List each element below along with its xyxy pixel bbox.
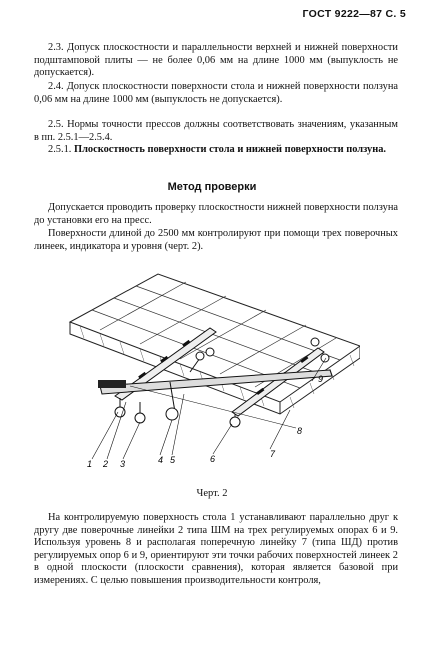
paragraph-method-1-text: Допускается проводить проверку плоскостности нижней поверхности ползуна до установки его на пресс. bbox=[34, 202, 398, 226]
figure-label-9: 9 bbox=[318, 374, 324, 384]
level-device bbox=[98, 380, 126, 388]
paragraph-procedure bbox=[34, 512, 398, 588]
figure-label-4: 4 bbox=[158, 455, 164, 465]
paragraph-2-5-1-title: Плоскостность поверхности стола и нижней поверхности ползуна. bbox=[74, 144, 387, 155]
figure-label-7: 7 bbox=[270, 449, 276, 459]
paragraph-2-5-1-number: 2.5.1. bbox=[48, 144, 72, 155]
paragraph-procedure-text: На контролируемую поверхность стола 1 устанавливают параллельно друг к другу две поверочные линейки 2 типа ШМ на трех регулируемых опорах 6 и 9. Используя уровень 8 и располагая поперечную линейку 7 (типа ШД) против регулируемых опор 6 и 9, ориентируют эти точки рабочих поверхностей линеек 2 в одной плоскости (плоскости сравнения), которая является базовой при измерениях. С целью повышения производительности контроля, bbox=[34, 512, 398, 586]
paragraph-2-3 bbox=[34, 42, 398, 80]
figure-label-2: 2 bbox=[103, 459, 109, 469]
figure-label-3: 3 bbox=[120, 459, 126, 469]
paragraph-2-5-1 bbox=[34, 144, 398, 157]
figure-label-1: 1 bbox=[87, 459, 93, 469]
figure-label-6: 6 bbox=[210, 454, 216, 464]
table-edge bbox=[70, 322, 360, 414]
straight-edge-rulers bbox=[115, 328, 324, 416]
paragraph-2-4-text: 2.4. Допуск плоскостности поверхности стола и нижней поверхности ползуна 0,06 мм на длине 1000 мм (выпуклость не допускается). bbox=[34, 81, 398, 105]
paragraph-method-2 bbox=[34, 228, 398, 253]
paragraph-2-3-text: 2.3. Допуск плоскостности и параллельности верхней и нижней поверхности подштамповой плиты — не более 0,06 мм на длине 1000 мм (выпуклость не допускается). bbox=[34, 42, 398, 79]
figure-label-8: 8 bbox=[297, 426, 303, 436]
figure-caption: Черт. 2 bbox=[196, 488, 228, 499]
paragraph-2-4 bbox=[34, 81, 398, 106]
figure-label-5: 5 bbox=[170, 455, 176, 465]
paragraph-2-5 bbox=[34, 119, 398, 144]
paragraph-method-2-text: Поверхности длиной до 2500 мм контролируют при помощи трех поверочных линеек, индикатора и уровня (черт. 2). bbox=[34, 228, 398, 252]
paragraph-2-5-text: 2.5. Нормы точности прессов должны соответствовать значениям, указанным в пп. 2.5.1—2.5.4. bbox=[34, 119, 398, 143]
figure-drawing bbox=[60, 262, 360, 477]
section-heading: Метод проверки bbox=[167, 181, 257, 193]
paragraph-method-1 bbox=[34, 202, 398, 227]
page-header: ГОСТ 9222—87 С. 5 bbox=[302, 8, 406, 20]
